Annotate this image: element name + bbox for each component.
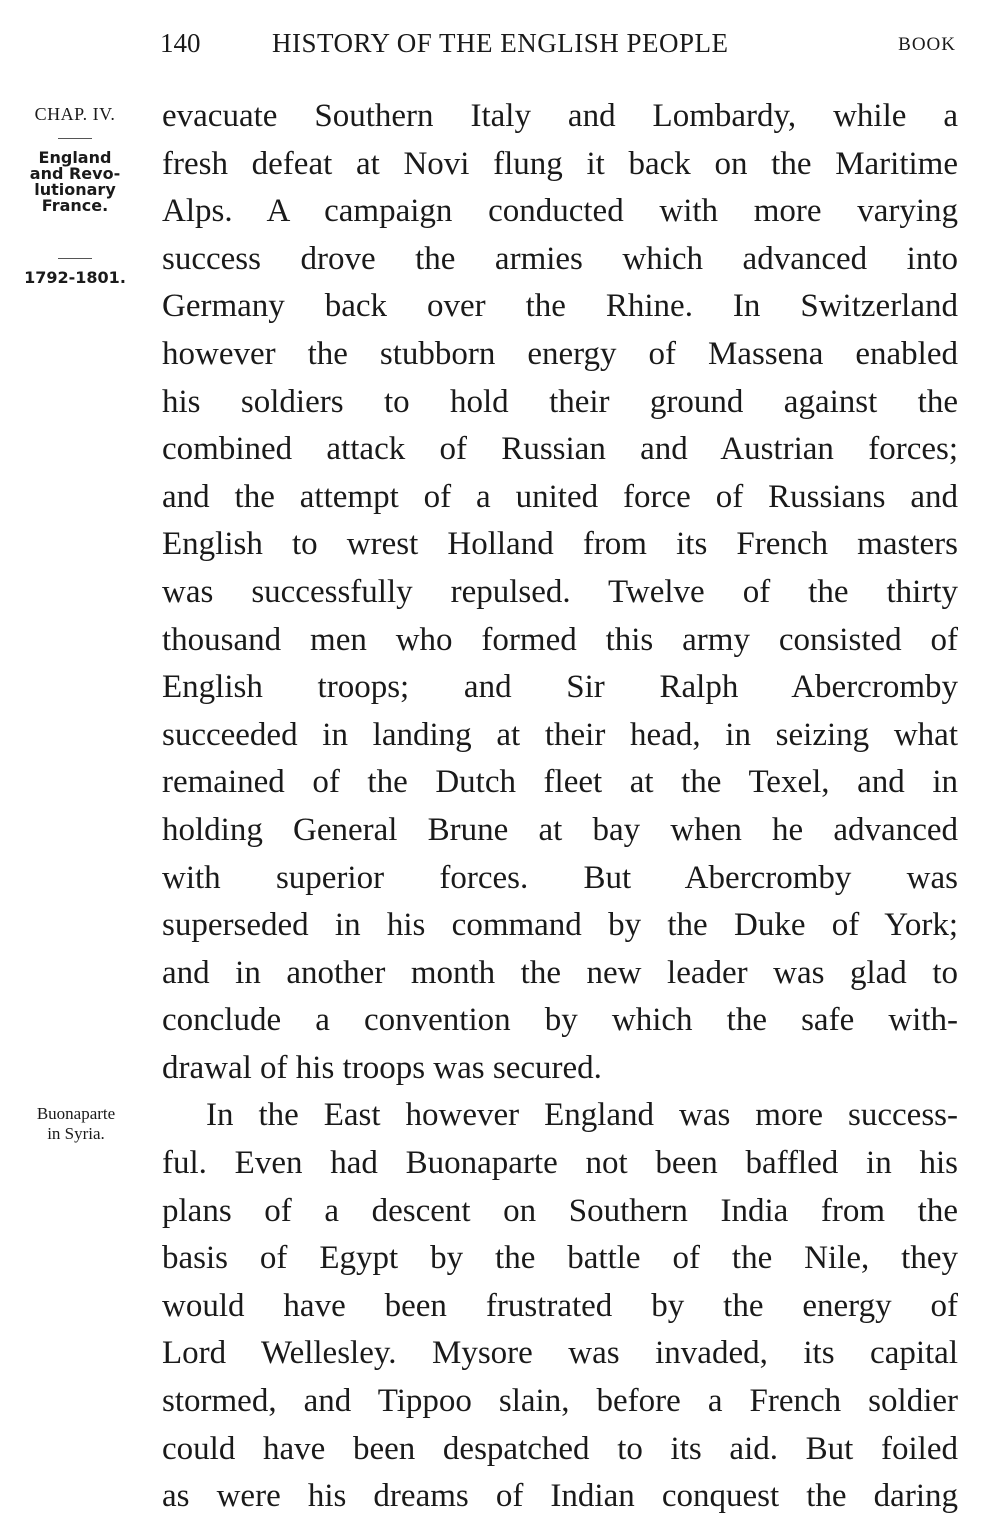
text-line: success drove the armies which advanced into: [162, 240, 958, 277]
buonaparte-note: [2, 1104, 150, 1144]
topic-note-line: France.: [41, 196, 109, 215]
text-line: as were his dreams of Indian conquest the daring: [162, 1478, 958, 1515]
topic-note-line: England: [38, 148, 112, 167]
text-line: Lord Wellesley. Mysore was invaded, its capital: [162, 1335, 958, 1372]
text-line: combined attack of Russian and Austrian forces;: [162, 431, 958, 468]
text-line: Germany back over the Rhine. In Switzerland: [162, 288, 958, 325]
paragraph-end-line: drawal of his troops was secured.: [162, 1049, 602, 1086]
text-line: however the stubborn energy of Massena enabled: [162, 335, 958, 372]
page-number: 140: [160, 28, 201, 58]
text-line: with superior forces. But Abercromby was: [162, 859, 958, 896]
text-line: holding General Brune at bay when he advanced: [162, 811, 958, 848]
header-book-label: BOOK: [898, 34, 956, 55]
chapter-note: CHAP. IV.: [34, 104, 116, 124]
text-line: stormed, and Tippoo slain, before a French soldier: [162, 1383, 958, 1420]
text-line: Alps. A campaign conducted with more varying: [162, 193, 958, 230]
text-line: remained of the Dutch fleet at the Texel, and in: [162, 764, 958, 801]
page-header: [0, 22, 1000, 62]
text-line: basis of Egypt by the battle of the Nile, they: [162, 1240, 958, 1277]
text-line: was successfully repulsed. Twelve of the thirty: [162, 573, 958, 610]
text-line: and the attempt of a united force of Russians and: [162, 478, 958, 515]
chapter-note-divider: [58, 138, 92, 139]
topic-note: [0, 150, 150, 214]
text-line: his soldiers to hold their ground against the: [162, 383, 958, 420]
years-note: 1792-1801.: [24, 268, 126, 287]
text-line: succeeded in landing at their head, in seizing what: [162, 716, 958, 753]
topic-note-line: and Revo-: [29, 164, 121, 183]
text-line: would have been frustrated by the energy of: [162, 1287, 958, 1324]
text-line: fresh defeat at Novi flung it back on the Maritime: [162, 145, 958, 182]
text-line: plans of a descent on Southern India from the: [162, 1192, 958, 1229]
text-line: could have been despatched to its aid. But foiled: [162, 1430, 958, 1467]
text-line: conclude a convention by which the safe with-: [162, 1002, 958, 1039]
paragraph-start-line: In the East however England was more success-: [206, 1097, 958, 1134]
text-line: ful. Even had Buonaparte not been baffled in his: [162, 1145, 958, 1182]
text-line: and in another month the new leader was glad to: [162, 954, 958, 991]
topic-note-divider: [58, 258, 92, 259]
running-title: HISTORY OF THE ENGLISH PEOPLE: [272, 28, 729, 58]
buonaparte-note-line: in Syria.: [47, 1124, 105, 1143]
text-line: English to wrest Holland from its French masters: [162, 526, 958, 563]
text-line: superseded in his command by the Duke of York;: [162, 907, 958, 944]
topic-note-line: lutionary: [34, 180, 116, 199]
text-line: evacuate Southern Italy and Lombardy, while a: [162, 98, 958, 134]
buonaparte-note-line: Buonaparte: [36, 1104, 116, 1123]
text-line: English troops; and Sir Ralph Abercromby: [162, 669, 958, 706]
body-text: [162, 93, 958, 1521]
text-line: thousand men who formed this army consisted of: [162, 621, 958, 658]
